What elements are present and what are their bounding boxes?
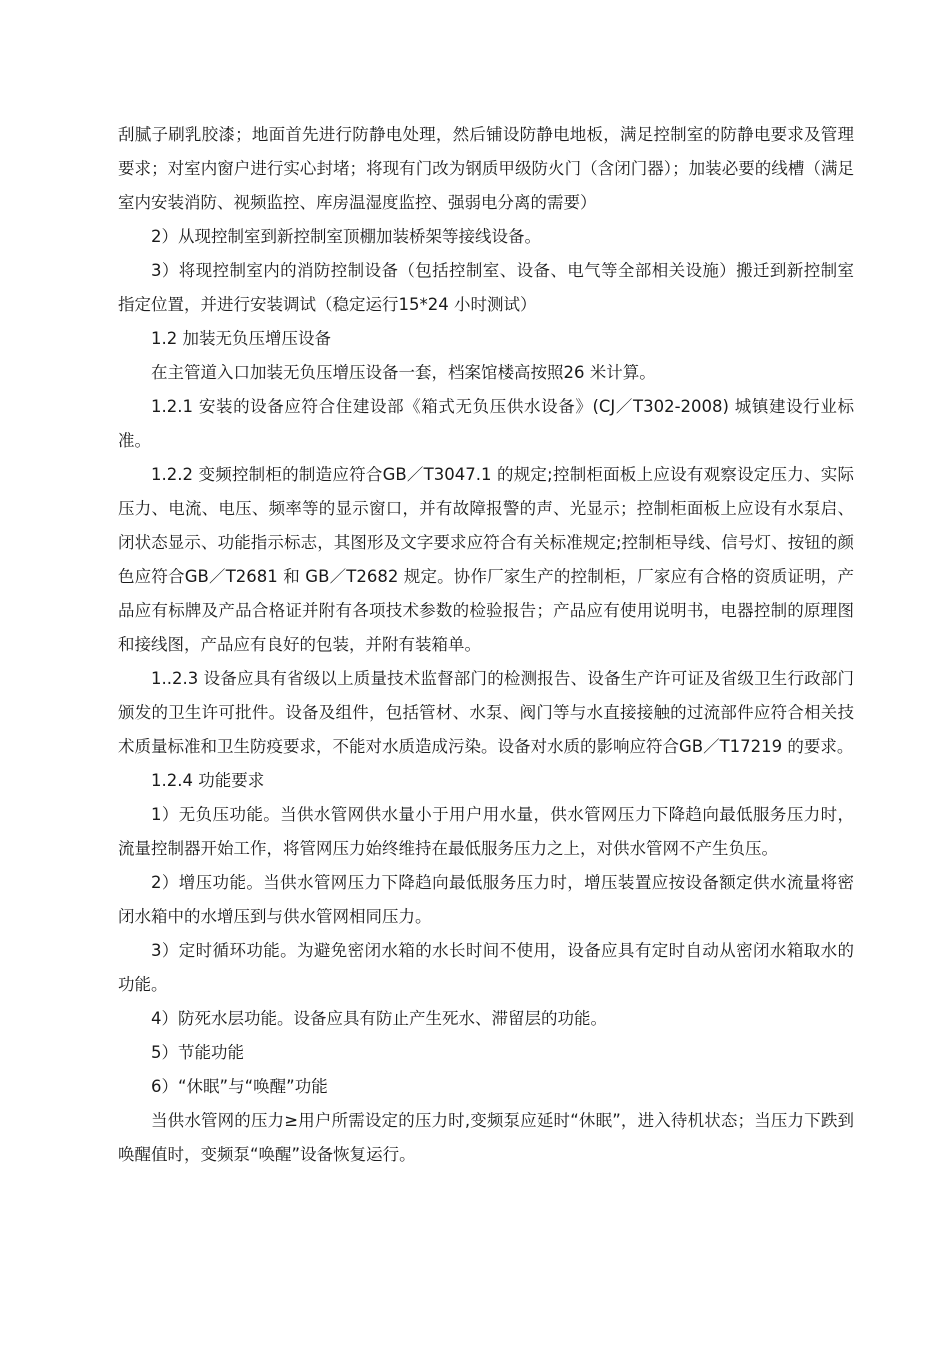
paragraph-sleep-wake: 当供水管网的压力≥用户所需设定的压力时,变频泵应延时“休眠”，进入待机状态；当压力下跌到唤醒值时，变频泵“唤醒”设备恢复运行。 — [118, 1111, 854, 1164]
function-item-3: 3）定时循环功能。为避免密闭水箱的水长时间不使用，设备应具有定时自动从密闭水箱取水的功能。 — [118, 941, 854, 994]
function-item-1: 1）无负压功能。当供水管网供水量小于用户用水量，供水管网压力下降趋向最低服务压力时，流量控制器开始工作，将管网压力始终维持在最低服务压力之上，对供水管网不产生负压。 — [118, 805, 854, 858]
section-heading-1-2: 1.2 加装无负压增压设备 — [151, 329, 331, 348]
function-item-6: 6）“休眠”与“唤醒”功能 — [151, 1077, 328, 1096]
paragraph-3: 3）将现控制室内的消防控制设备（包括控制室、设备、电气等全部相关设施）搬迁到新控制室指定位置，并进行安装调试（稳定运行15*24 小时测试） — [118, 261, 854, 314]
section-heading-1-2-4: 1.2.4 功能要求 — [151, 771, 265, 790]
paragraph-1-2-2: 1.2.2 变频控制柜的制造应符合GB／T3047.1 的规定;控制柜面板上应设有观察设定压力、实际压力、电流、电压、频率等的显示窗口，并有故障报警的声、光显示；控制柜面板上应设有水泵启、闭状态显示、功能指示标志，其图形及文字要求应符合有关标准规定;控制柜导线、信号灯、按钮的颜色应符合GB／T2681 和 GB／T2682 规定。协作厂家生产的控制柜，厂家应有合格的资质证明，产品应有标牌及产品合格证并附有各项技术参数的检验报告；产品应有使用说明书，电器控制的原理图和接线图，产品应有良好的包装，并附有装箱单。 — [118, 465, 854, 654]
function-item-2: 2）增压功能。当供水管网压力下降趋向最低服务压力时，增压装置应按设备额定供水流量将密闭水箱中的水增压到与供水管网相同压力。 — [118, 873, 854, 926]
paragraph-1: 刮腻子刷乳胶漆；地面首先进行防静电处理，然后铺设防静电地板，满足控制室的防静电要求及管理要求；对室内窗户进行实心封堵；将现有门改为钢质甲级防火门（含闭门器）；加装必要的线槽（满足室内安装消防、视频监控、库房温湿度监控、强弱电分离的需要） — [118, 125, 854, 212]
paragraph-5: 在主管道入口加装无负压增压设备一套，档案馆楼高按照26 米计算。 — [151, 363, 656, 382]
function-item-5: 5）节能功能 — [151, 1043, 244, 1062]
paragraph-2: 2）从现控制室到新控制室顶棚加装桥架等接线设备。 — [151, 227, 541, 246]
paragraph-1-2-3: 1..2.3 设备应具有省级以上质量技术监督部门的检测报告、设备生产许可证及省级卫生行政部门颁发的卫生许可批件。设备及组件，包括管材、水泵、阀门等与水直接接触的过流部件应符合相关技术质量标准和卫生防疫要求，不能对水质造成污染。设备对水质的影响应符合GB／T17219 的要求。 — [118, 669, 854, 756]
paragraph-1-2-1: 1.2.1 安装的设备应符合住建设部《箱式无负压供水设备》(CJ／T302-2008) 城镇建设行业标准。 — [118, 397, 854, 450]
function-item-4: 4）防死水层功能。设备应具有防止产生死水、滞留层的功能。 — [151, 1009, 607, 1028]
document-page — [118, 118, 854, 1172]
